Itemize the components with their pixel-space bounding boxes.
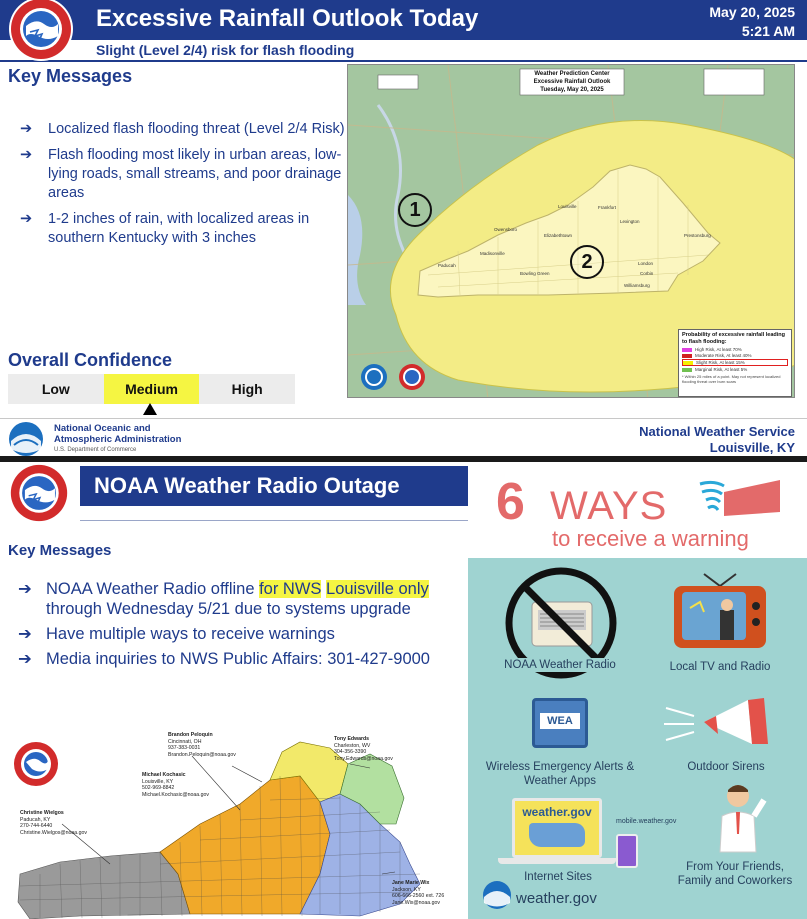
way-label-wea: Wireless Emergency Alerts & Weather Apps xyxy=(485,761,635,787)
map-title: Weather Prediction Center Excessive Rainfall Outlook Tuesday, May 20, 2025 xyxy=(533,71,611,93)
person-icon xyxy=(708,782,768,854)
key-message-item: ➔ Have multiple ways to receive warnings xyxy=(18,625,335,643)
issue-datetime xyxy=(709,3,795,41)
six-ways-infographic xyxy=(468,462,807,919)
key-messages-title: Key Messages xyxy=(8,66,133,86)
way-label-tv: Local TV and Radio xyxy=(669,661,771,673)
contact-card: Tony Edwards Charleston, WV 304-356-3390 Tony.Edwards@noaa.gov xyxy=(334,736,393,762)
noaa-logo-icon xyxy=(482,880,512,910)
city-label: Louisville xyxy=(558,204,577,209)
way-label-people: From Your Friends, Family and Coworkers xyxy=(677,861,793,887)
legend-item: Moderate Risk, At least 40% xyxy=(682,353,788,358)
issue-date: May 20, 2025 xyxy=(709,4,795,20)
key-message-item: ➔ Localized flash flooding threat (Level 2/4 Risk) xyxy=(20,121,345,137)
agency-department: U.S. Department of Commerce xyxy=(54,447,137,453)
us-map-icon xyxy=(529,823,585,847)
nws-logo-icon xyxy=(8,0,74,62)
arrow-right-icon: ➔ xyxy=(20,121,33,137)
key-message-item: ➔ Media inquiries to NWS Public Affairs: 301-427-9000 xyxy=(18,650,430,668)
contact-email[interactable]: Christine.Wielgos@noaa.gov xyxy=(20,829,87,836)
city-label: Elizabethtown xyxy=(544,233,573,238)
slide-radio-outage xyxy=(0,462,807,919)
key-messages-list xyxy=(20,120,345,255)
wea-badge: WEA xyxy=(540,713,580,729)
tv-icon xyxy=(670,572,770,654)
contact-card: Christine Wielgos Paducah, KY 270-744-6440 Christine.Wielgos@noaa.gov xyxy=(20,810,87,836)
legend-swatch xyxy=(682,348,692,352)
legend-item: High Risk, At least 70% xyxy=(682,347,788,352)
city-label: Owensboro xyxy=(494,227,518,232)
contact-card: Michael Kochasic Louisville, KY 502-969-8842 Michael.Kochasic@noaa.gov xyxy=(142,772,209,798)
laptop-icon xyxy=(512,798,602,858)
contact-email[interactable]: Jane.Wix@noaa.gov xyxy=(392,899,440,906)
key-message-item: ➔ 1-2 inches of rain, with localized areas in southern Kentucky with 3 inches xyxy=(20,211,310,246)
arrow-right-icon: ➔ xyxy=(20,211,33,227)
contact-email[interactable]: Tony.Edwards@noaa.gov xyxy=(334,755,393,762)
weather-gov-footer[interactable]: weather.gov xyxy=(516,890,597,907)
legend-item: Marginal Risk, At least 5% xyxy=(682,367,788,372)
slide-subtitle: Slight (Level 2/4) risk for flash flooding xyxy=(96,42,355,58)
arrow-right-icon: ➔ xyxy=(18,650,32,668)
legend-title: Probability of excessive rainfall leading to flash flooding: xyxy=(682,332,786,345)
header-rule xyxy=(80,520,468,521)
arrow-right-icon: ➔ xyxy=(20,147,33,163)
confidence-medium: Medium xyxy=(104,374,200,404)
highlight-text: Louisville only xyxy=(326,580,429,598)
legend-note: * Within 25 miles of a point. May not represent localized flooding threat over burn scars xyxy=(682,374,781,384)
rainfall-outlook-map xyxy=(347,64,795,398)
contact-card: Brandon Peloquin Cincinnati, OH 937-383-0031 Brandon.Peloquin@noaa.gov xyxy=(168,732,236,758)
way-label-siren: Outdoor Sirens xyxy=(687,761,765,773)
legend-swatch xyxy=(682,368,692,372)
confidence-title: Overall Confidence xyxy=(8,350,173,370)
laptop-screen xyxy=(515,801,599,855)
confidence-pointer-icon xyxy=(143,403,157,415)
ways-word: WAYS xyxy=(550,484,668,528)
weather-gov-label: weather.gov xyxy=(522,805,592,819)
contact-card: Jane Marie Wix Jackson, KY 606-666-2560 ext. 726 Jane.Wix@noaa.gov xyxy=(392,880,445,906)
key-message-item: ➔ Flash flooding most likely in urban areas, low-lying roads, small streams, and poor drainage areas xyxy=(20,147,342,201)
confidence-high: High xyxy=(231,381,263,397)
key-messages-list xyxy=(18,579,438,674)
subtitle-rule xyxy=(0,60,807,62)
confidence-scale xyxy=(8,374,295,404)
contact-email[interactable]: Brandon.Peloquin@noaa.gov xyxy=(168,751,236,758)
highlight-text: for NWS xyxy=(259,580,322,598)
city-label: Madisonville xyxy=(480,251,505,256)
nws-logo-icon xyxy=(8,462,70,524)
ways-subtitle: to receive a warning xyxy=(552,526,749,551)
region-marker-1: 1 xyxy=(398,193,432,227)
city-label: Williamsburg xyxy=(624,283,650,288)
mobile-site-label: mobile.weather.gov xyxy=(616,818,677,825)
key-messages-title: Key Messages xyxy=(8,542,112,559)
confidence-low: Low xyxy=(41,381,70,397)
region-marker-2: 2 xyxy=(570,245,604,279)
footer-rule xyxy=(0,418,807,419)
legend-item: Slight Risk, At least 15% xyxy=(682,359,788,366)
city-label: Frankfort xyxy=(598,205,617,210)
city-label: Bowling Green xyxy=(520,271,550,276)
agency-name: National Oceanic and Atmospheric Administration xyxy=(54,423,182,445)
issue-time: 5:21 AM xyxy=(741,23,795,39)
slide-rainfall-outlook xyxy=(0,0,807,456)
laptop-base xyxy=(498,858,616,864)
mobile-phone-icon xyxy=(616,834,638,868)
legend-swatch xyxy=(683,361,693,365)
slide-title: NOAA Weather Radio Outage xyxy=(94,473,400,498)
ways-count: 6 xyxy=(496,473,525,531)
legend-swatch xyxy=(682,354,692,358)
city-label: Lexington xyxy=(620,219,640,224)
city-label: London xyxy=(638,261,654,266)
city-label: Corbin xyxy=(640,271,654,276)
map-legend xyxy=(678,329,792,397)
way-label-internet: Internet Sites xyxy=(524,871,592,883)
phone-icon xyxy=(532,698,588,748)
tornado-flag-icon xyxy=(694,476,780,526)
office-name: National Weather Service Louisville, KY xyxy=(639,424,795,455)
key-message-item: ➔ NOAA Weather Radio offline for NWS Louisville only through Wednesday 5/21 due to systems upgrade xyxy=(18,580,429,618)
slide-title: Excessive Rainfall Outlook Today xyxy=(96,5,479,32)
city-label: Prestonsburg xyxy=(684,233,711,238)
city-label: Paducah xyxy=(438,263,456,268)
siren-icon xyxy=(664,694,778,754)
way-label-radio: NOAA Weather Radio xyxy=(490,658,630,672)
arrow-right-icon: ➔ xyxy=(18,580,32,598)
service-area-map xyxy=(0,724,468,919)
noaa-logo-icon xyxy=(8,421,44,456)
contact-email[interactable]: Michael.Kochasic@noaa.gov xyxy=(142,791,209,798)
arrow-right-icon: ➔ xyxy=(18,625,32,643)
